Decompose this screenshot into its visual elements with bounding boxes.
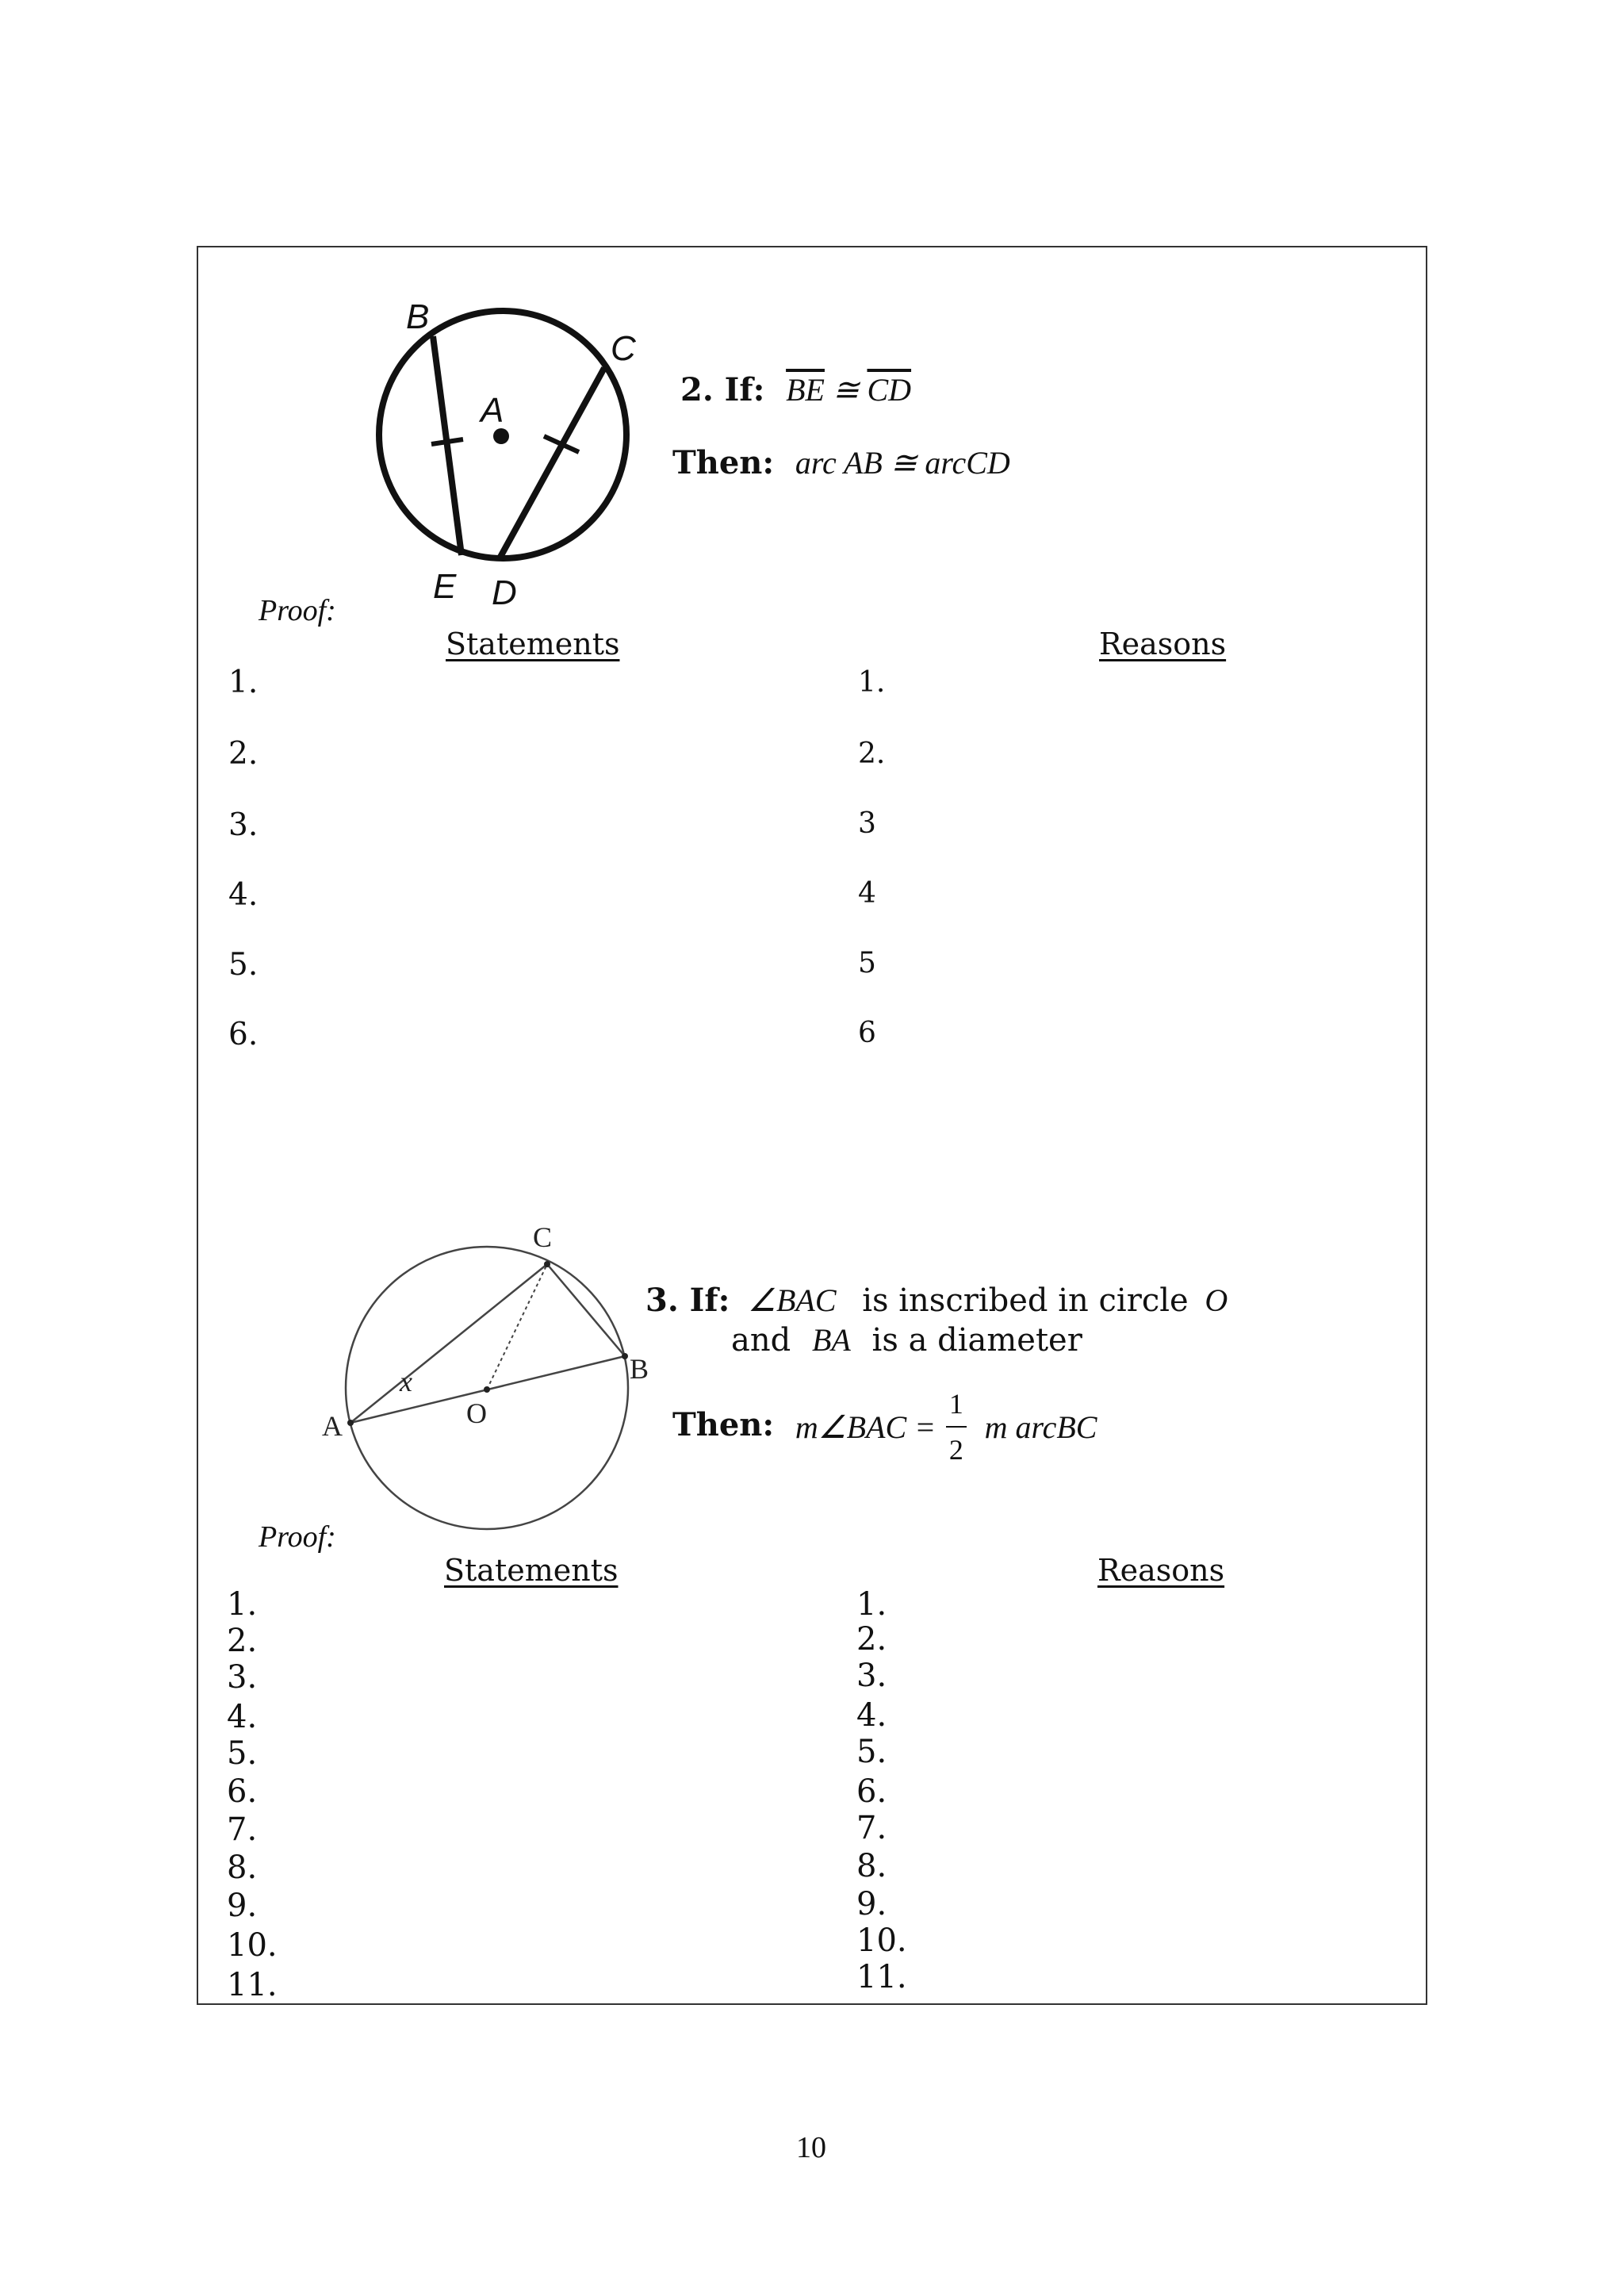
problem3-statement-11: 11. [227,1967,278,2003]
problem3-statement-10: 10. [227,1927,278,1964]
problem2-reason-1: 1. [858,666,886,699]
problem2-reason-5: 5 [858,947,876,979]
problem3-reason-6: 6. [856,1773,887,1810]
problem3-reason-1: 1. [856,1586,887,1623]
chord-cb [547,1264,625,1356]
problem3-statement-5: 5. [227,1735,258,1772]
problem2-reason-4: 4 [858,877,876,910]
problem2-reason-6: 6 [858,1017,876,1049]
label-a: A [481,391,504,430]
center-point-a [493,428,509,444]
problem3-statement-2: 2. [227,1623,258,1659]
segment-be: $\overline{BE}$ [786,372,825,408]
point-a [347,1420,354,1426]
label-c: C [611,329,636,368]
page-number: 10 [796,2131,826,2164]
problem2-reasons-header: Reasons [1099,627,1227,661]
fraction-denominator: 2 [948,1433,963,1466]
chord-be [433,336,462,555]
label-b: B [406,297,430,336]
label-a: A [322,1410,343,1442]
problem3-statement-1: 1. [227,1586,258,1623]
problem3-and-text: and [731,1322,791,1359]
label-b: B [630,1353,649,1385]
problem3-then-label: Then: [672,1405,775,1443]
tick-mark-be [431,439,463,444]
fraction-one-half [946,1389,967,1466]
problem3-then-left: m∠BAC = [795,1409,936,1446]
problem3-then-right: m arcBC [984,1409,1097,1446]
label-c: C [533,1221,553,1253]
problem2-if [680,371,911,408]
label-d: D [492,573,517,611]
problem3-reason-2: 2. [856,1621,887,1658]
problem3-if-text: is inscribed in circle [862,1282,1189,1319]
congruent-symbol: ≅ [832,372,860,408]
problem3-statements-header: Statements [444,1553,619,1588]
problem2-circle-figure [365,293,666,611]
problem3-statement-7: 7. [227,1811,258,1848]
problem3-reason-5: 5. [856,1734,887,1770]
segment-cd: $\overline{CD}$ [867,372,912,408]
problem3-reasons-header: Reasons [1097,1553,1225,1588]
problem2-statement-2: 2. [228,736,259,772]
problem2-statement-3: 3. [228,807,259,843]
fraction-bar [946,1426,967,1428]
problem2-statement-5: 5. [228,947,259,983]
point-o [484,1386,490,1393]
problem3-reason-7: 7. [856,1810,887,1846]
circle-name-o: O [1205,1282,1228,1318]
problem3-reason-4: 4. [856,1697,887,1734]
chord-cd [500,368,604,558]
problem3-statement-6: 6. [227,1773,258,1810]
problem2-proof-label: Proof: [259,594,336,627]
problem2-then-label: Then: [672,444,775,481]
problem2-then-expression: arc AB ≅ arcCD [795,445,1010,481]
fraction-numerator: 1 [948,1388,963,1420]
problem3-then [672,1389,1097,1466]
problem3-and [731,1321,1082,1359]
angle-bac: ∠BAC [748,1282,837,1318]
problem2-then [672,444,1010,481]
label-e: E [433,567,457,606]
problem3-reason-11: 11. [856,1959,907,1995]
problem2-reason-3: 3 [858,807,876,840]
problem2-statement-4: 4. [228,877,259,913]
problem2-statements-header: Statements [446,627,620,661]
problem3-statement-8: 8. [227,1849,258,1886]
problem3-reason-8: 8. [856,1848,887,1884]
point-c [544,1261,550,1267]
label-o: O [466,1397,487,1429]
point-b [622,1353,628,1359]
problem3-statement-9: 9. [227,1888,258,1924]
problem3-statement-3: 3. [227,1659,258,1696]
problem3-statement-4: 4. [227,1699,258,1735]
problem3-reason-9: 9. [856,1886,887,1922]
problem2-statement-1: 1. [228,665,259,700]
radius-oc-dotted [487,1264,547,1389]
segment-ba: BA [811,1322,851,1358]
problem2-statement-6: 6. [228,1017,259,1052]
problem3-reason-3: 3. [856,1658,887,1694]
problem3-diameter-text: is a diameter [871,1322,1082,1359]
problem3-if [645,1282,1228,1319]
label-x: x [400,1366,412,1397]
problem2-reason-2: 2. [858,738,886,770]
problem3-circle-figure [317,1221,666,1547]
problem2-if-label: 2. If: [680,371,765,408]
problem3-if-label: 3. If: [645,1282,730,1319]
problem3-reason-10: 10. [856,1922,907,1959]
problem3-proof-label: Proof: [259,1520,336,1554]
